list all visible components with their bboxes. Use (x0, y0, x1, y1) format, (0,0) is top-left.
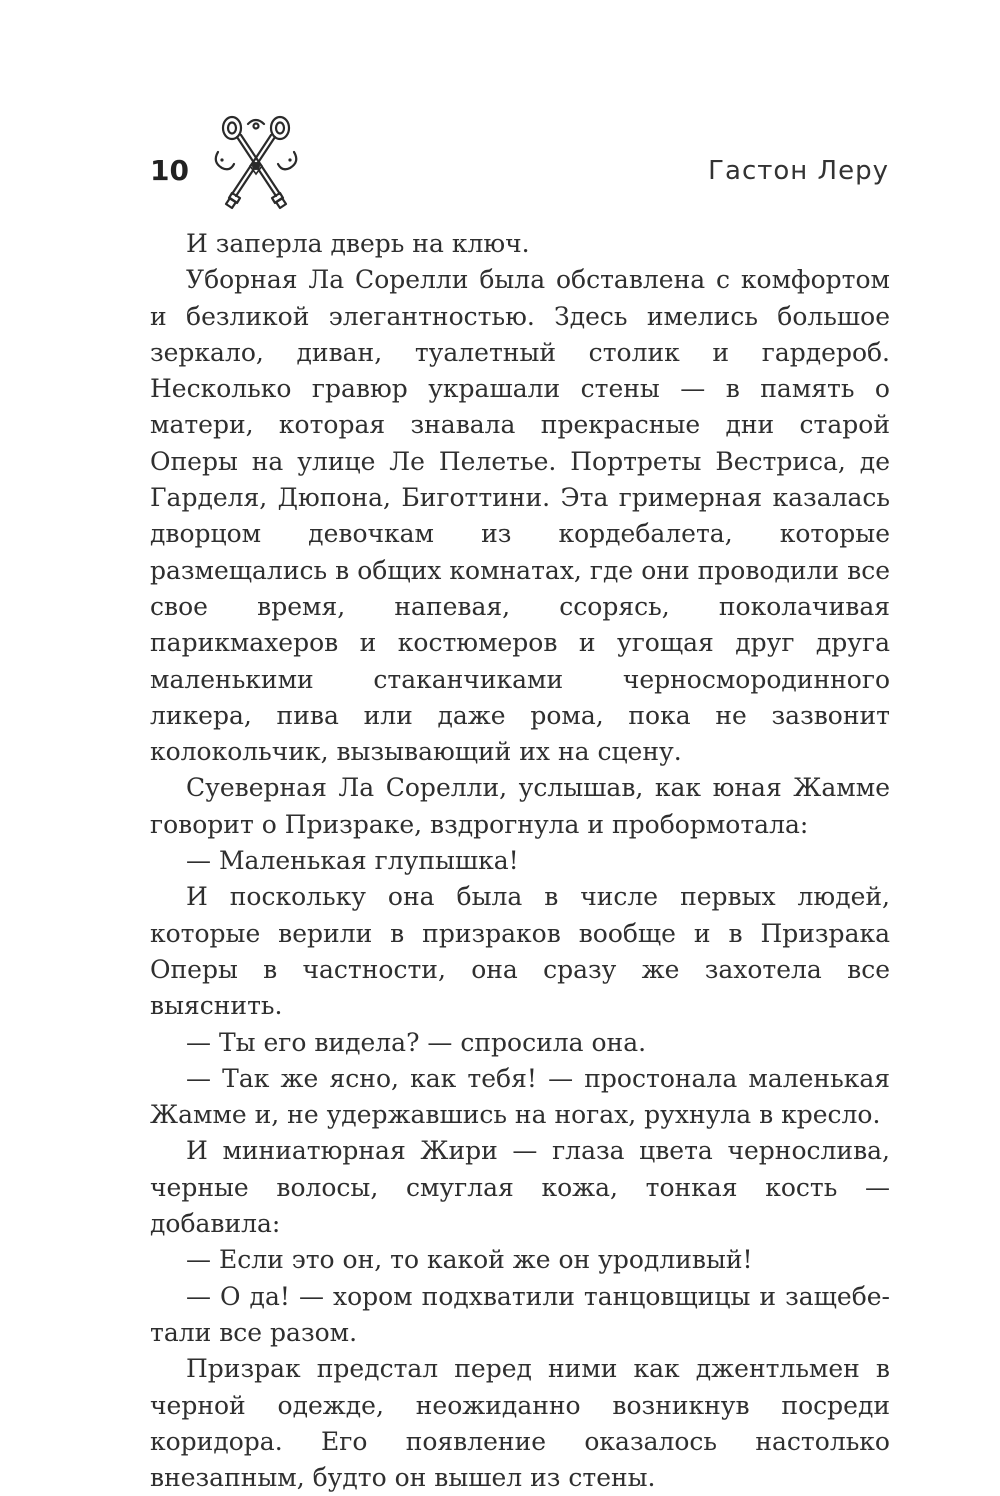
page-header (148, 112, 893, 222)
text-body (150, 226, 890, 1496)
dialogue-line: — Если это он, то какой же он уродливый! (186, 1245, 753, 1275)
running-head-author: Гастон Леру (708, 156, 889, 186)
paragraph: И поскольку она была в числе первых людей, которые верили в призраков вообще и в Призрака Оперы в частности, она сразу же захотела все выяснить. (150, 882, 890, 1021)
paragraph: Суеверная Ла Сорелли, услышав, как юная Жамме говорит о Призраке, вздрогнула и пробормотала: (150, 773, 890, 839)
dialogue-line: — Маленькая глупышка! (186, 846, 519, 876)
crossed-keys-icon (210, 112, 302, 212)
paragraph: Призрак предстал перед ними как джентльмен в черной одежде, неожиданно возникнув посреди коридора. Его появление оказалось настолько внезапным, будто он вышел из стены. (150, 1354, 890, 1493)
paragraph: Уборная Ла Сорелли была обставлена с комфортом и безликой элегантностью. Здесь имелись большое зеркало, диван, туалетный столик и гардероб. Несколько гравюр украшали стены — в память о матери, которая знавала прекрасные дни старой Оперы на улице Ле Пелетье. Портреты Вестриса, де Гарделя, Дюпона, Биготтини. Эта гримерная казалась дворцом девочкам из кордебалета, которые размещались в общих комнатах, где они проводили все свое время, напевая, ссорясь, поколачивая парикмахеров и костюмеров и угощая друг друга маленькими стаканчиками черносмородинного ликера, пива или даже рома, пока не зазвонит колокольчик, вызывающий их на сцену. (150, 265, 890, 767)
dialogue-line: — Ты его видела? — спросила она. (186, 1027, 647, 1057)
paragraph: И миниатюрная Жири — глаза цвета чернослива, черные волосы, смуглая кожа, тонкая кость — добавила: (150, 1136, 890, 1239)
page-number: 10 (150, 154, 189, 187)
dialogue-line: — О да! — хором подхватили танцовщицы и защебетали все разом. (150, 1281, 890, 1347)
paragraph: И заперла дверь на ключ. (186, 229, 530, 258)
dialogue-line: — Так же ясно, как тебя! — простонала маленькая Жамме и, не удержавшись на ногах, рухнула в кресло. (150, 1063, 890, 1130)
